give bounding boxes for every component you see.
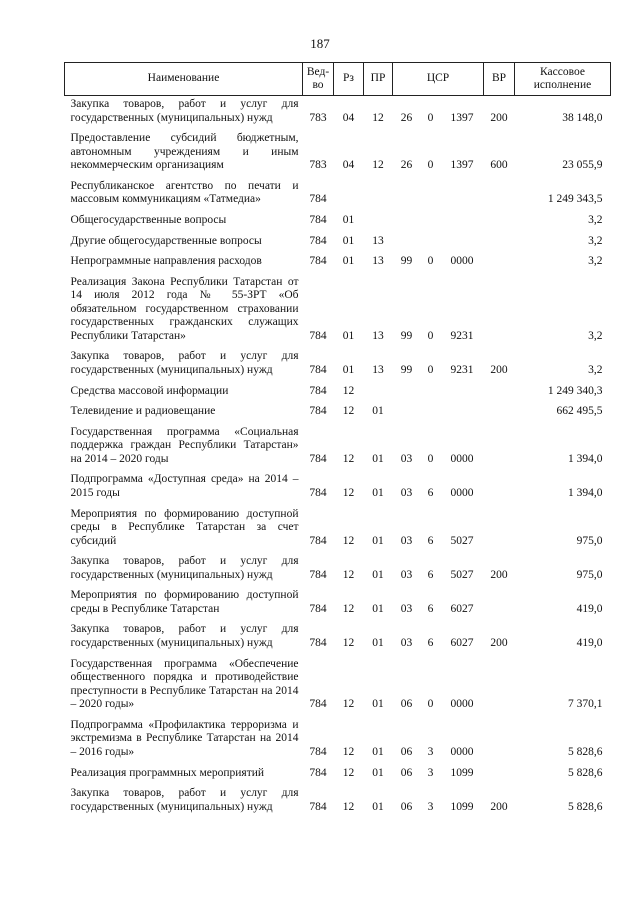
row-name: Закупка товаров, работ и услуг для государственных (муниципальных) нужд bbox=[70, 555, 299, 581]
row-sum: 5 828,6 bbox=[568, 766, 603, 779]
row-pr: 01 bbox=[372, 698, 384, 711]
row-name: Закупка товаров, работ и услуг для государственных (муниципальных) нужд bbox=[70, 350, 299, 376]
row-sum: 3,2 bbox=[588, 234, 603, 247]
header-vr: ВР bbox=[484, 63, 515, 96]
row-csr-direction: 0000 bbox=[450, 452, 474, 465]
table-row bbox=[65, 550, 611, 584]
row-sum: 1 394,0 bbox=[568, 452, 603, 465]
row-rz: 01 bbox=[342, 329, 355, 342]
row-name: Государственная программа «Обеспечение общественного порядка и противодействие преступности в Республике Татарстан на 2014 – 2020 годы» bbox=[70, 657, 299, 711]
row-ved: 784 bbox=[309, 766, 327, 779]
row-rz: 04 bbox=[342, 159, 355, 172]
row-rz: 01 bbox=[342, 234, 355, 247]
table-row bbox=[65, 762, 611, 783]
row-name: Предоставление субсидий бюджетным, автономным учреждениям и иным некоммерческим организациям bbox=[70, 132, 299, 172]
row-pr: 12 bbox=[372, 159, 384, 172]
row-vr bbox=[484, 653, 515, 714]
row-sum: 3,2 bbox=[588, 213, 603, 226]
row-ved: 783 bbox=[309, 111, 327, 124]
table-row bbox=[65, 127, 611, 175]
row-csr-subprogram: 6 bbox=[427, 486, 434, 499]
header-pr: ПР bbox=[364, 63, 393, 96]
row-csr-subprogram bbox=[421, 380, 441, 401]
row-name: Республиканское агентство по печати и массовым коммуникациям «Татмедиа» bbox=[70, 179, 299, 206]
row-csr-subprogram bbox=[421, 209, 441, 230]
row-sum: 419,0 bbox=[576, 602, 603, 615]
row-pr: 01 bbox=[372, 534, 384, 547]
row-name: Реализация Закона Республики Татарстан от 14 июля 2012 года № 55-ЗРТ «Об обязательном государственном страховании государственных гражданских служащих Республики Татарстан» bbox=[70, 275, 299, 342]
row-pr bbox=[364, 209, 393, 230]
row-vr bbox=[484, 400, 515, 421]
row-csr-program: 06 bbox=[400, 698, 413, 711]
row-pr: 01 bbox=[372, 766, 384, 779]
row-name: Общегосударственные вопросы bbox=[70, 213, 227, 226]
table-body bbox=[65, 96, 611, 817]
row-pr: 13 bbox=[372, 329, 384, 342]
row-vr: 200 bbox=[490, 637, 508, 649]
table-row bbox=[65, 380, 611, 401]
table-row bbox=[65, 503, 611, 551]
row-csr-direction: 1099 bbox=[450, 800, 474, 813]
row-csr-program bbox=[393, 230, 421, 251]
row-csr-direction bbox=[441, 230, 484, 251]
row-rz: 12 bbox=[342, 637, 355, 649]
row-csr-subprogram bbox=[421, 400, 441, 421]
header-name: Наименование bbox=[65, 63, 303, 96]
row-pr: 01 bbox=[372, 405, 384, 418]
row-vr: 200 bbox=[490, 800, 508, 813]
row-csr-subprogram: 3 bbox=[427, 766, 434, 779]
row-rz: 12 bbox=[342, 568, 355, 581]
row-csr-program: 06 bbox=[400, 766, 413, 779]
row-csr-program bbox=[393, 380, 421, 401]
row-csr-subprogram: 6 bbox=[427, 534, 434, 547]
row-ved: 784 bbox=[309, 534, 327, 547]
row-name: Мероприятия по формированию доступной среды в Республике Татарстан за счет субсидий bbox=[70, 507, 299, 547]
table-row bbox=[65, 653, 611, 714]
row-vr bbox=[484, 468, 515, 502]
row-pr: 13 bbox=[372, 234, 384, 247]
row-name: Закупка товаров, работ и услуг для государственных (муниципальных) нужд bbox=[70, 623, 299, 649]
row-vr bbox=[484, 584, 515, 618]
row-sum: 662 495,5 bbox=[556, 405, 603, 418]
row-rz: 12 bbox=[342, 800, 355, 813]
row-csr-subprogram: 0 bbox=[427, 159, 434, 172]
row-csr-direction bbox=[441, 175, 484, 209]
budget-table bbox=[64, 62, 611, 816]
row-sum: 1 394,0 bbox=[568, 486, 603, 499]
row-ved: 784 bbox=[309, 234, 327, 247]
row-pr: 01 bbox=[372, 452, 384, 465]
table-row bbox=[65, 714, 611, 762]
table-row bbox=[65, 782, 611, 816]
row-csr-direction: 0000 bbox=[450, 255, 474, 268]
row-csr-program: 03 bbox=[400, 602, 413, 615]
row-rz: 12 bbox=[342, 698, 355, 711]
row-csr-program: 03 bbox=[400, 486, 413, 499]
row-sum: 1 249 343,5 bbox=[547, 193, 603, 206]
row-name: Подпрограмма «Доступная среда» на 2014 – 2015 годы bbox=[70, 473, 299, 499]
row-name: Государственная программа «Социальная поддержка граждан Республики Татарстан» на 2014 – 2020 годы bbox=[70, 425, 299, 465]
row-pr: 01 bbox=[372, 800, 384, 813]
row-pr: 01 bbox=[372, 637, 384, 649]
row-ved: 784 bbox=[309, 193, 327, 206]
row-rz: 12 bbox=[342, 745, 355, 758]
row-csr-direction: 9231 bbox=[450, 329, 474, 342]
row-pr: 01 bbox=[372, 745, 384, 758]
table-header-row bbox=[65, 63, 611, 96]
row-csr-subprogram: 3 bbox=[427, 745, 434, 758]
row-pr bbox=[364, 175, 393, 209]
row-rz: 12 bbox=[342, 534, 355, 547]
table-row bbox=[65, 96, 611, 128]
row-sum: 3,2 bbox=[588, 364, 603, 376]
row-csr-program bbox=[393, 400, 421, 421]
row-csr-program bbox=[393, 209, 421, 230]
row-ved: 784 bbox=[309, 384, 327, 397]
row-pr: 12 bbox=[372, 111, 384, 124]
row-csr-program: 03 bbox=[400, 568, 413, 581]
row-rz: 01 bbox=[342, 364, 355, 376]
row-rz: 12 bbox=[342, 486, 355, 499]
row-csr-program: 26 bbox=[400, 159, 413, 172]
row-sum: 38 148,0 bbox=[562, 111, 603, 124]
row-pr: 13 bbox=[372, 255, 384, 268]
table-row bbox=[65, 345, 611, 379]
row-csr-direction: 1397 bbox=[450, 111, 474, 124]
row-csr-direction: 5027 bbox=[450, 568, 474, 581]
row-ved: 784 bbox=[309, 486, 327, 499]
table-row bbox=[65, 618, 611, 652]
row-rz: 12 bbox=[342, 405, 355, 418]
row-vr bbox=[484, 175, 515, 209]
row-rz: 12 bbox=[342, 452, 355, 465]
row-csr-program: 99 bbox=[400, 329, 413, 342]
row-vr: 200 bbox=[490, 364, 508, 376]
row-rz bbox=[334, 175, 364, 209]
row-csr-program: 03 bbox=[400, 452, 413, 465]
row-csr-direction bbox=[441, 209, 484, 230]
table-row bbox=[65, 175, 611, 209]
row-ved: 784 bbox=[309, 405, 327, 418]
row-vr: 200 bbox=[490, 568, 508, 581]
row-ved: 784 bbox=[309, 745, 327, 758]
row-vr bbox=[484, 209, 515, 230]
row-csr-program bbox=[393, 175, 421, 209]
row-csr-direction: 1099 bbox=[450, 766, 474, 779]
row-csr-program: 03 bbox=[400, 637, 413, 649]
row-name: Другие общегосударственные вопросы bbox=[70, 234, 262, 247]
row-csr-subprogram bbox=[421, 230, 441, 251]
row-rz: 04 bbox=[342, 111, 355, 124]
row-ved: 784 bbox=[309, 602, 327, 615]
row-csr-subprogram: 0 bbox=[427, 111, 434, 124]
row-rz: 12 bbox=[342, 766, 355, 779]
row-csr-direction: 1397 bbox=[450, 159, 474, 172]
row-ved: 784 bbox=[309, 568, 327, 581]
row-ved: 784 bbox=[309, 364, 327, 376]
row-vr bbox=[484, 380, 515, 401]
row-csr-program: 06 bbox=[400, 800, 413, 813]
row-vr bbox=[484, 421, 515, 469]
row-vr bbox=[484, 250, 515, 271]
row-rz: 12 bbox=[342, 384, 355, 397]
row-csr-direction bbox=[441, 400, 484, 421]
row-name: Мероприятия по формированию доступной среды в Республике Татарстан bbox=[70, 589, 299, 615]
row-csr-subprogram: 6 bbox=[427, 637, 434, 649]
table-row bbox=[65, 209, 611, 230]
row-name: Средства массовой информации bbox=[70, 384, 229, 397]
row-sum: 3,2 bbox=[588, 255, 603, 268]
table-row bbox=[65, 230, 611, 251]
row-csr-direction: 0000 bbox=[450, 698, 474, 711]
table-row bbox=[65, 271, 611, 346]
table-row bbox=[65, 250, 611, 271]
row-csr-direction bbox=[441, 380, 484, 401]
header-sum: Кассовое исполнение bbox=[515, 63, 611, 96]
row-ved: 784 bbox=[309, 329, 327, 342]
row-ved: 783 bbox=[309, 159, 327, 172]
row-csr-subprogram: 0 bbox=[427, 255, 434, 268]
row-pr: 01 bbox=[372, 486, 384, 499]
row-csr-program: 26 bbox=[400, 111, 413, 124]
row-ved: 784 bbox=[309, 213, 327, 226]
row-vr bbox=[484, 714, 515, 762]
row-rz: 01 bbox=[342, 255, 355, 268]
row-csr-subprogram: 3 bbox=[427, 800, 434, 813]
row-pr: 01 bbox=[372, 602, 384, 615]
row-csr-subprogram: 0 bbox=[427, 364, 434, 376]
row-sum: 1 249 340,3 bbox=[547, 384, 603, 397]
row-csr-direction: 6027 bbox=[450, 602, 474, 615]
row-vr bbox=[484, 503, 515, 551]
row-vr bbox=[484, 271, 515, 346]
row-ved: 784 bbox=[309, 800, 327, 813]
row-csr-direction: 9231 bbox=[450, 364, 474, 376]
row-csr-direction: 5027 bbox=[450, 534, 474, 547]
row-name: Закупка товаров, работ и услуг для государственных (муниципальных) нужд bbox=[70, 787, 299, 813]
row-csr-direction: 0000 bbox=[450, 745, 474, 758]
table-row bbox=[65, 584, 611, 618]
row-vr bbox=[484, 762, 515, 783]
row-sum: 5 828,6 bbox=[568, 745, 603, 758]
header-ved: Вед- во bbox=[303, 63, 334, 96]
row-csr-program: 99 bbox=[400, 255, 413, 268]
row-csr-program: 06 bbox=[400, 745, 413, 758]
row-name: Телевидение и радиовещание bbox=[70, 405, 216, 418]
row-csr-subprogram bbox=[421, 175, 441, 209]
row-ved: 784 bbox=[309, 698, 327, 711]
row-name: Закупка товаров, работ и услуг для государственных (муниципальных) нужд bbox=[70, 98, 299, 124]
row-ved: 784 bbox=[309, 452, 327, 465]
table-row bbox=[65, 421, 611, 469]
row-pr: 01 bbox=[372, 568, 384, 581]
row-name: Непрограммные направления расходов bbox=[70, 255, 262, 268]
row-name: Реализация программных мероприятий bbox=[70, 766, 265, 779]
row-sum: 5 828,6 bbox=[568, 800, 603, 813]
row-ved: 784 bbox=[309, 637, 327, 649]
row-sum: 975,0 bbox=[576, 568, 603, 581]
row-rz: 12 bbox=[342, 602, 355, 615]
row-vr: 600 bbox=[490, 159, 508, 172]
table-row bbox=[65, 400, 611, 421]
row-sum: 419,0 bbox=[576, 637, 603, 649]
row-pr: 13 bbox=[372, 364, 384, 376]
row-vr: 200 bbox=[490, 111, 508, 124]
row-pr bbox=[364, 380, 393, 401]
row-rz: 01 bbox=[342, 213, 355, 226]
page-number: 187 bbox=[310, 36, 330, 51]
row-csr-subprogram: 0 bbox=[427, 452, 434, 465]
header-rz: Рз bbox=[334, 63, 364, 96]
row-vr bbox=[484, 230, 515, 251]
row-sum: 7 370,1 bbox=[568, 698, 603, 711]
row-csr-program: 99 bbox=[400, 364, 413, 376]
row-csr-subprogram: 6 bbox=[427, 568, 434, 581]
row-ved: 784 bbox=[309, 255, 327, 268]
row-csr-program: 03 bbox=[400, 534, 413, 547]
row-name: Подпрограмма «Профилактика терроризма и экстремизма в Республике Татарстан на 2014 – 2016 годы» bbox=[70, 718, 299, 758]
row-csr-subprogram: 0 bbox=[427, 698, 434, 711]
row-csr-direction: 6027 bbox=[450, 637, 474, 649]
header-csr: ЦСР bbox=[393, 63, 484, 96]
row-sum: 23 055,9 bbox=[562, 159, 603, 172]
row-csr-direction: 0000 bbox=[450, 486, 474, 499]
table-row bbox=[65, 468, 611, 502]
row-sum: 975,0 bbox=[576, 534, 603, 547]
row-csr-subprogram: 6 bbox=[427, 602, 434, 615]
row-csr-subprogram: 0 bbox=[427, 329, 434, 342]
row-sum: 3,2 bbox=[588, 329, 603, 342]
